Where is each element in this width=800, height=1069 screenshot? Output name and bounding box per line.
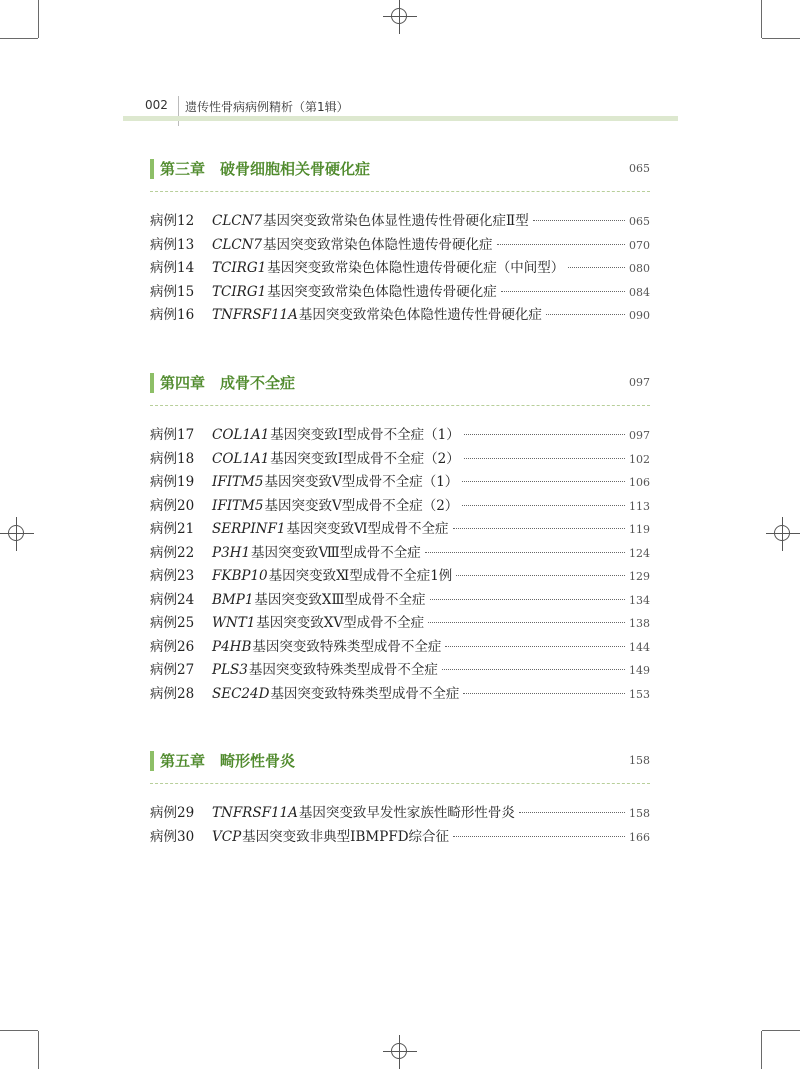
gene-name: COL1A1 (212, 427, 270, 443)
gene-name: CLCN7 (212, 213, 263, 229)
entry-title: 基因突变致Ⅺ型成骨不全症1例 (268, 568, 453, 584)
entry-page-number: 065 (629, 215, 650, 228)
entry-title: 基因突变致常染色体显性遗传性骨硬化症Ⅱ型 (263, 213, 529, 229)
gene-name: FKBP10 (212, 568, 268, 584)
gene-name: WNT1 (212, 615, 256, 631)
toc-entry[interactable] (150, 588, 650, 612)
case-number: 病例28 (150, 685, 195, 702)
dot-leader (442, 669, 625, 670)
toc-entry[interactable] (150, 256, 650, 280)
gene-name: SERPINF1 (212, 521, 286, 537)
case-number: 病例25 (150, 615, 195, 631)
entry-page-number: 102 (629, 452, 650, 466)
toc-entry[interactable] (150, 801, 650, 825)
chapter-title: 第三章 破骨细胞相关骨硬化症 (160, 160, 371, 178)
entry-page-number: 149 (629, 664, 650, 677)
header-page-number: 002 (145, 98, 168, 112)
toc-entry[interactable] (150, 517, 650, 541)
entry-title: 基因突变致常染色体隐性遗传骨硬化症 (263, 236, 493, 253)
registration-mark-top (383, 0, 417, 34)
entry-title: 基因突变致Ⅵ型成骨不全症 (286, 521, 449, 537)
case-number: 病例30 (150, 828, 195, 845)
gene-name: IFITM5 (212, 497, 264, 514)
chapter-accent-bar (150, 373, 154, 393)
gene-name: TNFRSF11A (212, 307, 298, 323)
case-number: 病例20 (150, 497, 195, 514)
entry-page-number: 129 (629, 570, 650, 583)
toc-entry[interactable] (150, 494, 650, 518)
toc-entry[interactable] (150, 825, 650, 849)
registration-mark-right (766, 517, 800, 551)
toc-entry[interactable] (150, 280, 650, 304)
chapter-page-number: 158 (629, 754, 650, 767)
entry-page-number: 106 (629, 476, 650, 489)
entry-title: 基因突变致常染色体隐性遗传骨硬化症 (267, 283, 497, 300)
entry-page-number: 138 (629, 617, 650, 630)
chapter-divider (150, 405, 650, 406)
dot-leader (453, 836, 625, 837)
gene-name: TCIRG1 (212, 283, 267, 300)
entry-page-number: 070 (629, 238, 650, 252)
gene-name: TNFRSF11A (212, 805, 298, 821)
dot-leader (445, 646, 625, 647)
entry-page-number: 097 (629, 429, 650, 442)
case-number: 病例15 (150, 283, 195, 300)
dot-leader (430, 599, 625, 600)
entry-page-number: 134 (629, 593, 650, 607)
gene-name: P4HB (212, 638, 252, 655)
dot-leader (464, 458, 625, 459)
toc-entry[interactable] (150, 682, 650, 706)
case-number: 病例29 (150, 805, 195, 821)
dot-leader (462, 481, 625, 482)
dot-leader (519, 812, 625, 813)
chapter-divider (150, 191, 650, 192)
entry-list (150, 209, 650, 327)
gene-name: PLS3 (212, 662, 248, 678)
dot-leader (463, 693, 625, 694)
dot-leader (497, 244, 625, 245)
gene-name: SEC24D (212, 685, 270, 702)
dot-leader (533, 220, 625, 221)
entry-title: 基因突变致非典型IBMPFD综合征 (242, 828, 450, 845)
entry-page-number: 153 (629, 687, 650, 701)
entry-page-number: 144 (629, 640, 650, 654)
entry-page-number: 158 (629, 807, 650, 820)
toc-entry[interactable] (150, 658, 650, 682)
running-header (145, 96, 685, 116)
toc-entry[interactable] (150, 611, 650, 635)
entry-page-number: 124 (629, 546, 650, 560)
gene-name: COL1A1 (212, 450, 270, 467)
case-number: 病例14 (150, 260, 195, 276)
entry-title: 基因突变致特殊类型成骨不全症 (252, 638, 442, 655)
entry-title: 基因突变致常染色体隐性遗传骨硬化症（中间型） (267, 260, 565, 276)
dot-leader (568, 267, 625, 268)
entry-title: 基因突变致特殊类型成骨不全症 (248, 662, 438, 678)
toc-entry[interactable] (150, 564, 650, 588)
chapter-page-number: 065 (629, 162, 650, 175)
entry-title: 基因突变致Ⅰ型成骨不全症（1） (270, 427, 460, 443)
toc-entry[interactable] (150, 209, 650, 233)
chapter-heading[interactable] (150, 157, 650, 183)
chapter-accent-bar (150, 751, 154, 771)
entry-title: 基因突变致Ⅴ型成骨不全症（2） (264, 497, 459, 514)
toc-entry[interactable] (150, 635, 650, 659)
gene-name: IFITM5 (212, 474, 264, 490)
toc-entry[interactable] (150, 233, 650, 257)
case-number: 病例24 (150, 591, 195, 608)
chapter-section (150, 157, 650, 327)
entry-page-number: 084 (629, 285, 650, 299)
case-number: 病例23 (150, 568, 195, 584)
header-separator (178, 96, 179, 126)
case-number: 病例26 (150, 638, 195, 655)
gene-name: BMP1 (212, 591, 254, 608)
entry-title: 基因突变致特殊类型成骨不全症 (270, 685, 460, 702)
case-number: 病例13 (150, 236, 195, 253)
chapter-accent-bar (150, 159, 154, 179)
case-number: 病例27 (150, 662, 195, 678)
chapter-divider (150, 783, 650, 784)
case-number: 病例18 (150, 450, 195, 467)
case-number: 病例17 (150, 427, 195, 443)
entry-list (150, 801, 650, 848)
entry-page-number: 166 (629, 830, 650, 844)
chapter-title: 第五章 畸形性骨炎 (160, 752, 296, 770)
chapter-heading[interactable] (150, 749, 650, 775)
case-number: 病例22 (150, 544, 195, 561)
header-book-title: 遗传性骨病病例精析（第1辑） (185, 100, 349, 114)
dot-leader (462, 505, 625, 506)
dot-leader (428, 622, 625, 623)
chapter-section (150, 749, 650, 848)
entry-page-number: 080 (629, 262, 650, 275)
chapter-title: 第四章 成骨不全症 (160, 374, 296, 392)
dot-leader (453, 528, 625, 529)
dot-leader (501, 291, 625, 292)
entry-title: 基因突变致Ⅰ型成骨不全症（2） (270, 450, 460, 467)
entry-title: 基因突变致ⅩⅤ型成骨不全症 (256, 615, 425, 631)
entry-page-number: 090 (629, 309, 650, 322)
chapter-heading[interactable] (150, 371, 650, 397)
toc-entry[interactable] (150, 470, 650, 494)
header-rule (123, 116, 678, 121)
chapter-section (150, 371, 650, 705)
entry-title: 基因突变致早发性家族性畸形性骨炎 (298, 805, 515, 821)
gene-name: TCIRG1 (212, 260, 267, 276)
case-number: 病例12 (150, 213, 195, 229)
toc-entry[interactable] (150, 447, 650, 471)
dot-leader (464, 434, 625, 435)
dot-leader (546, 314, 625, 315)
toc-entry[interactable] (150, 423, 650, 447)
entry-page-number: 119 (629, 523, 650, 536)
dot-leader (425, 552, 625, 553)
chapter-page-number: 097 (629, 376, 650, 389)
gene-name: P3H1 (212, 544, 251, 561)
gene-name: VCP (212, 828, 242, 845)
case-number: 病例21 (150, 521, 195, 537)
entry-page-number: 113 (629, 499, 650, 513)
registration-mark-left (0, 517, 34, 551)
entry-list (150, 423, 650, 705)
case-number: 病例19 (150, 474, 195, 490)
dot-leader (456, 575, 625, 576)
case-number: 病例16 (150, 307, 195, 323)
toc-entry[interactable] (150, 303, 650, 327)
gene-name: CLCN7 (212, 236, 263, 253)
entry-title: 基因突变致Ⅴ型成骨不全症（1） (264, 474, 459, 490)
entry-title: 基因突变致常染色体隐性遗传性骨硬化症 (298, 307, 542, 323)
toc-entry[interactable] (150, 541, 650, 565)
entry-title: 基因突变致Ⅷ型成骨不全症 (251, 544, 421, 561)
registration-mark-bottom (383, 1035, 417, 1069)
entry-title: 基因突变致ⅩⅢ型成骨不全症 (254, 591, 426, 608)
